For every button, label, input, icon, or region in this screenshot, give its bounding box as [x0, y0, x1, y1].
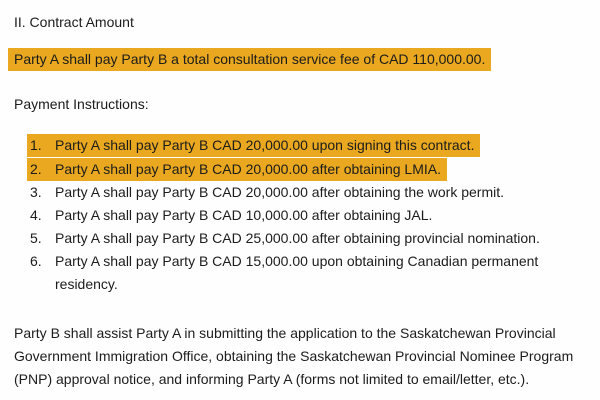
payment-item-content	[27, 181, 510, 204]
item-text: Party A shall pay Party B CAD 20,000.00 upon signing this contract.	[55, 137, 475, 153]
item-text: Party A shall pay Party B CAD 20,000.00 after obtaining LMIA.	[55, 161, 441, 177]
item-number: 3.	[30, 184, 42, 200]
item-text: Party A shall pay Party B CAD 20,000.00 after obtaining the work permit.	[55, 184, 505, 200]
payment-item-content	[27, 134, 480, 157]
payment-instructions-label: Payment Instructions:	[14, 96, 149, 112]
item-number: 1.	[30, 137, 42, 153]
payment-item	[27, 227, 600, 250]
payment-item	[27, 158, 600, 181]
payment-item-content	[27, 227, 546, 250]
payment-item	[27, 134, 600, 157]
closing-paragraph: Party B shall assist Party A in submitting the application to the Saskatchewan Provincial Government Immigration Office, obtaining the Saskatchewan Provincial Nominee Program (PNP) approval notice, and informing Party A (forms not limited to email/letter, etc.).	[14, 325, 574, 387]
payment-item-content	[27, 250, 581, 296]
payment-item	[27, 250, 600, 296]
payment-item	[27, 204, 600, 227]
item-text: Party A shall pay Party B CAD 25,000.00 after obtaining provincial nomination.	[55, 230, 540, 246]
item-number: 4.	[30, 207, 42, 223]
item-number: 6.	[30, 253, 42, 269]
item-number: 5.	[30, 230, 42, 246]
item-text: Party A shall pay Party B CAD 15,000.00 upon obtaining Canadian permanent residency.	[55, 253, 539, 292]
item-number: 2.	[30, 161, 42, 177]
payment-item-content	[27, 158, 447, 181]
payment-item-content	[27, 204, 438, 227]
item-text: Party A shall pay Party B CAD 10,000.00 after obtaining JAL.	[55, 207, 433, 223]
payment-item	[27, 181, 600, 204]
payment-items-list	[27, 134, 600, 296]
section-heading: II. Contract Amount	[14, 14, 134, 30]
highlighted-total-fee-statement: Party A shall pay Party B a total consultation service fee of CAD 110,000.00.	[8, 48, 491, 71]
